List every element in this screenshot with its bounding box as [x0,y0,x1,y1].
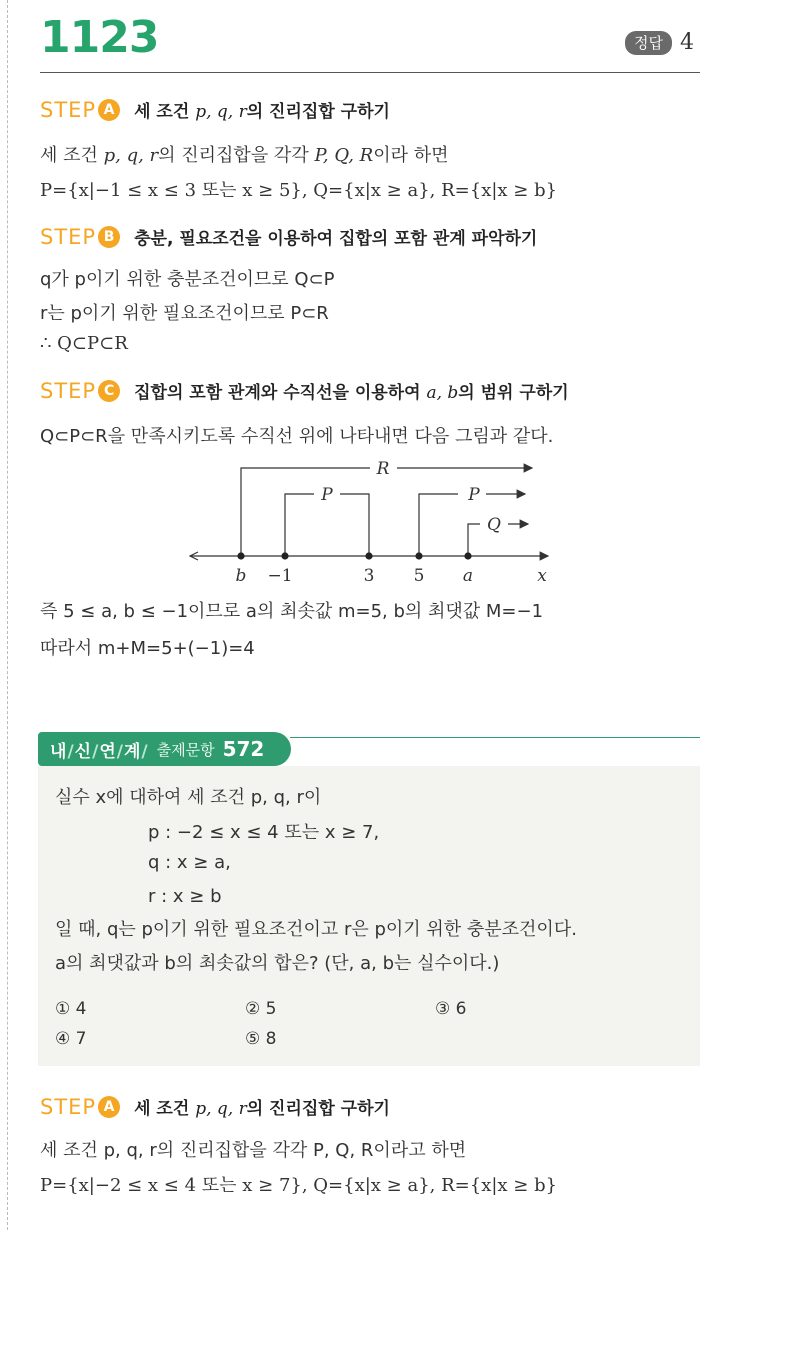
step-label: STEP [40,378,97,403]
point-b [237,552,244,559]
step-b-title: 충분, 필요조건을 이용하여 집합의 포함 관계 파악하기 [134,229,538,249]
related-condition-p: p : −2 ≤ x ≤ 4 또는 x ≥ 7, [148,822,380,843]
related-condition-r: r : x ≥ b [148,886,222,907]
step-a-line-1: 세 조건 p, q, r의 진리집합을 각각 P, Q, R이라 하면 [40,145,449,166]
choice-3[interactable]: ③ 6 [435,999,467,1019]
step-a2-badge-icon: A [98,1096,120,1118]
point-3 [365,552,372,559]
step-c-line-3: 따라서 m+M=5+(−1)=4 [40,638,255,659]
step-a2-line-2: P={x|−2 ≤ x ≤ 4 또는 x ≥ 7}, Q={x|x ≥ a}, R={x|x ≥ b} [40,1175,558,1196]
answer-area [625,30,694,55]
step-b-line-3: ∴ Q⊂P⊂R [40,333,128,354]
related-tab-sub: 출제문항 [156,740,215,759]
point-minus-1 [281,552,288,559]
answer-badge: 정답 [625,31,672,55]
related-section-rule [290,737,700,738]
problem-number: 1123 [40,12,159,63]
step-b-line-2: r는 p이기 위한 필요조건이므로 P⊂R [40,303,329,324]
answer-value: 4 [679,30,694,55]
step-c-line-1: Q⊂P⊂R을 만족시키도록 수직선 위에 나타내면 다음 그림과 같다. [40,426,554,447]
related-problem-tab [38,732,291,766]
header-rule [40,72,700,73]
choice-5[interactable]: ⑤ 8 [245,1029,277,1049]
step-c-line-2: 즉 5 ≤ a, b ≤ −1이므로 a의 최솟값 m=5, b의 최댓값 M=−1 [40,601,544,622]
related-condition-q: q : x ≥ a, [148,852,231,873]
point-5 [415,552,422,559]
choice-4[interactable]: ④ 7 [55,1029,87,1049]
related-statement: 일 때, q는 p이기 위한 필요조건이고 r은 p이기 위한 충분조건이다. [55,919,577,940]
step-a2-heading [40,1094,390,1119]
set-P-segment-1 [285,494,314,556]
step-a-heading [40,97,390,122]
set-P-segment-1-end [340,494,369,556]
number-line-diagram [180,455,560,590]
related-intro: 실수 x에 대하여 세 조건 p, q, r이 [55,787,322,808]
tick-x: x [537,566,547,586]
step-c-heading [40,378,569,403]
step-label: STEP [40,1094,97,1119]
related-question: a의 최댓값과 b의 최솟값의 합은? (단, a, b는 실수이다.) [55,953,500,974]
label-P-2: P [468,485,480,505]
label-Q: Q [487,515,501,535]
page-edge-dashed-line [7,0,8,1230]
step-label: STEP [40,224,97,249]
step-c-title: 집합의 포함 관계와 수직선을 이용하여 a, b의 범위 구하기 [134,383,569,403]
tick-a: a [462,566,474,586]
tick-5: 5 [413,566,425,586]
label-R: R [376,459,390,479]
step-label: STEP [40,97,97,122]
step-a-line-2: P={x|−1 ≤ x ≤ 3 또는 x ≥ 5}, Q={x|x ≥ a}, R={x|x ≥ b} [40,180,558,201]
set-Q-bracket [468,524,480,556]
step-b-badge-icon: B [98,226,120,248]
choice-2[interactable]: ② 5 [245,999,277,1019]
step-a2-title: 세 조건 p, q, r의 진리집합 구하기 [134,1099,390,1119]
step-b-line-1: q가 p이기 위한 충분조건이므로 Q⊂P [40,269,335,290]
related-tab-number: 572 [222,737,265,761]
set-P-segment-2 [419,494,458,556]
point-a [464,552,471,559]
tick-b: b [235,566,247,586]
set-R-bracket [241,468,370,556]
tick-minus-1: −1 [267,566,293,586]
step-a-title: 세 조건 p, q, r의 진리집합 구하기 [134,102,390,122]
step-a2-line-1: 세 조건 p, q, r의 진리집합을 각각 P, Q, R이라고 하면 [40,1140,467,1161]
tick-3: 3 [363,566,375,586]
related-tab-label: 내/신/연/계/ [50,741,149,762]
step-b-heading [40,224,537,249]
choice-1[interactable]: ① 4 [55,999,87,1019]
label-P-1: P [321,485,333,505]
step-c-badge-icon: C [98,380,120,402]
step-a-badge-icon: A [98,99,120,121]
